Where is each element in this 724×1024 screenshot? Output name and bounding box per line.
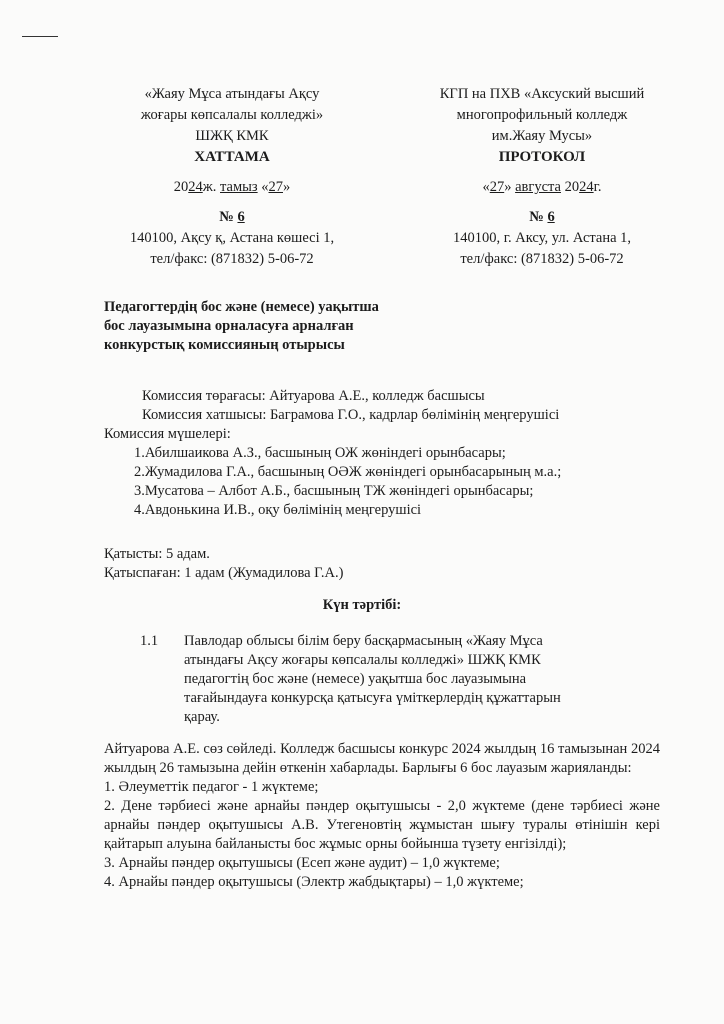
vacancy-item: 3. Арнайы пәндер оқытушысы (Есеп және аудит) – 1,0 жүктеме; bbox=[104, 855, 500, 871]
agenda-item-line: тағайындауға конкурсқа қатысуға үміткерлердің құжаттарын bbox=[184, 690, 561, 706]
commission-block bbox=[104, 387, 664, 520]
org-name-kz-line1: «Жаяу Мұса атындағы Ақсу bbox=[144, 86, 320, 102]
agenda-item-line: атындағы Ақсу жоғары көпсалалы колледжі» ШЖҚ КМК bbox=[184, 652, 541, 668]
address-ru: 140100, г. Аксу, ул. Астана 1, bbox=[452, 230, 632, 246]
date-kz-q2: » bbox=[283, 179, 291, 195]
vacancy-item: 2. Дене тәрбиесі және арнайы пәндер оқытушысы - 2,0 жүктеме (дене тәрбиесі және арнайы пәндер оқытушысы А.В. Утегеновтің жұмыстан шығу туралы өтінішін кері қайтарып алуына байланысты бос жұмыс орны бойынша түзету енгізілді); bbox=[104, 798, 660, 852]
meeting-title-line3: конкурстық комиссияның отырысы bbox=[104, 337, 345, 353]
agenda-item-line: қарау. bbox=[184, 709, 220, 725]
date-ru bbox=[392, 177, 692, 198]
meeting-title-line2: бос лауазымына орналасуға арналған bbox=[104, 318, 354, 334]
header-left bbox=[82, 84, 382, 270]
phone-ru: тел/факс: (871832) 5-06-72 bbox=[460, 251, 624, 267]
commission-member: 3.Мусатова – Албот А.Б., басшының ТЖ жөніндегі орынбасары; bbox=[134, 483, 534, 499]
phone-kz: тел/факс: (871832) 5-06-72 bbox=[150, 251, 314, 267]
number-kz-value: 6 bbox=[237, 209, 245, 225]
vacancy-item: 1. Әлеуметтік педагог - 1 жүктеме; bbox=[104, 779, 319, 795]
org-name-ru-line1: КГП на ПХВ «Аксуский высший bbox=[439, 86, 645, 102]
org-name-kz-line2: жоғары көпсалалы колледжі» bbox=[140, 107, 324, 123]
date-ru-day: 27 bbox=[489, 179, 505, 195]
commission-members-label: Комиссия мүшелері: bbox=[104, 426, 231, 442]
agenda-item-line: педагогтің бос және (немесе) уақытша бос лауазымына bbox=[184, 671, 527, 687]
doc-type-ru: ПРОТОКОЛ bbox=[498, 149, 586, 165]
number-ru-label: № bbox=[529, 209, 548, 225]
commission-chair: Комиссия төрағасы: Айтуарова А.Е., колледж басшысы bbox=[142, 388, 485, 404]
org-type-kz: ШЖҚ КМК bbox=[195, 128, 269, 144]
agenda-item-line: Павлодар облысы білім беру басқармасының «Жаяу Мұса bbox=[184, 633, 543, 649]
date-ru-month: августа bbox=[515, 179, 561, 195]
address-kz: 140100, Ақсу қ, Астана көшесі 1, bbox=[129, 230, 335, 246]
agenda-item-number: 1.1 bbox=[140, 633, 159, 649]
number-kz bbox=[82, 207, 382, 228]
number-kz-label: № bbox=[219, 209, 238, 225]
commission-member: 4.Авдонькина И.В., оқу бөлімінің меңгерушісі bbox=[134, 502, 422, 518]
org-name-ru-line2: многопрофильный колледж bbox=[456, 107, 628, 123]
agenda-item bbox=[140, 632, 660, 727]
attendance-block bbox=[104, 545, 664, 583]
agenda-heading: Күн тәртібі: bbox=[322, 597, 402, 613]
commission-member: 1.Абилшаикова А.З., басшының ОЖ жөніндегі орынбасары; bbox=[134, 445, 506, 461]
date-ru-suffix: г. bbox=[593, 179, 602, 195]
attendance-absent: Қатыспаған: 1 адам (Жумадилова Г.А.) bbox=[104, 565, 344, 581]
date-kz-year: 24 bbox=[188, 179, 203, 195]
vacancy-item: 4. Арнайы пәндер оқытушысы (Электр жабдықтары) – 1,0 жүктеме; bbox=[104, 874, 524, 890]
date-kz-mid: ж. bbox=[202, 179, 221, 195]
date-kz-q1: « bbox=[257, 179, 269, 195]
number-ru-value: 6 bbox=[547, 209, 555, 225]
org-name-ru-line3: им.Жаяу Мусы» bbox=[491, 128, 593, 144]
attendance-present: Қатысты: 5 адам. bbox=[104, 546, 210, 562]
corner-mark bbox=[22, 36, 58, 37]
commission-member: 2.Жумадилова Г.А., басшының ОӘЖ жөніндегі орынбасарының м.а.; bbox=[134, 464, 562, 480]
date-ru-year: 24 bbox=[579, 179, 594, 195]
header-right bbox=[392, 84, 692, 270]
speech-paragraph: Айтуарова А.Е. сөз сөйледі. Колледж басшысы конкурс 2024 жылдың 16 тамызынан 2024 жылдың 26 тамызына дейін өткенін хабарлады. Барлығы 6 бос лауазым жарияланды: bbox=[104, 741, 660, 776]
date-ru-q2: » bbox=[504, 179, 516, 195]
date-ru-q1: « bbox=[482, 179, 490, 195]
doc-type-kz: ХАТТАМА bbox=[194, 149, 270, 165]
date-kz bbox=[82, 177, 382, 198]
date-kz-prefix: 20 bbox=[173, 179, 189, 195]
main-body bbox=[104, 740, 660, 892]
commission-secretary: Комиссия хатшысы: Баграмова Г.О., кадрлар бөлімінің меңгерушісі bbox=[142, 407, 560, 423]
date-kz-day: 27 bbox=[268, 179, 283, 195]
date-kz-month: тамыз bbox=[220, 179, 258, 195]
agenda-item-text bbox=[184, 632, 660, 727]
meeting-title-line1: Педагогтердің бос және (немесе) уақытша bbox=[104, 299, 379, 315]
date-ru-mid: 20 bbox=[560, 179, 580, 195]
meeting-title bbox=[104, 298, 464, 355]
number-ru bbox=[392, 207, 692, 228]
